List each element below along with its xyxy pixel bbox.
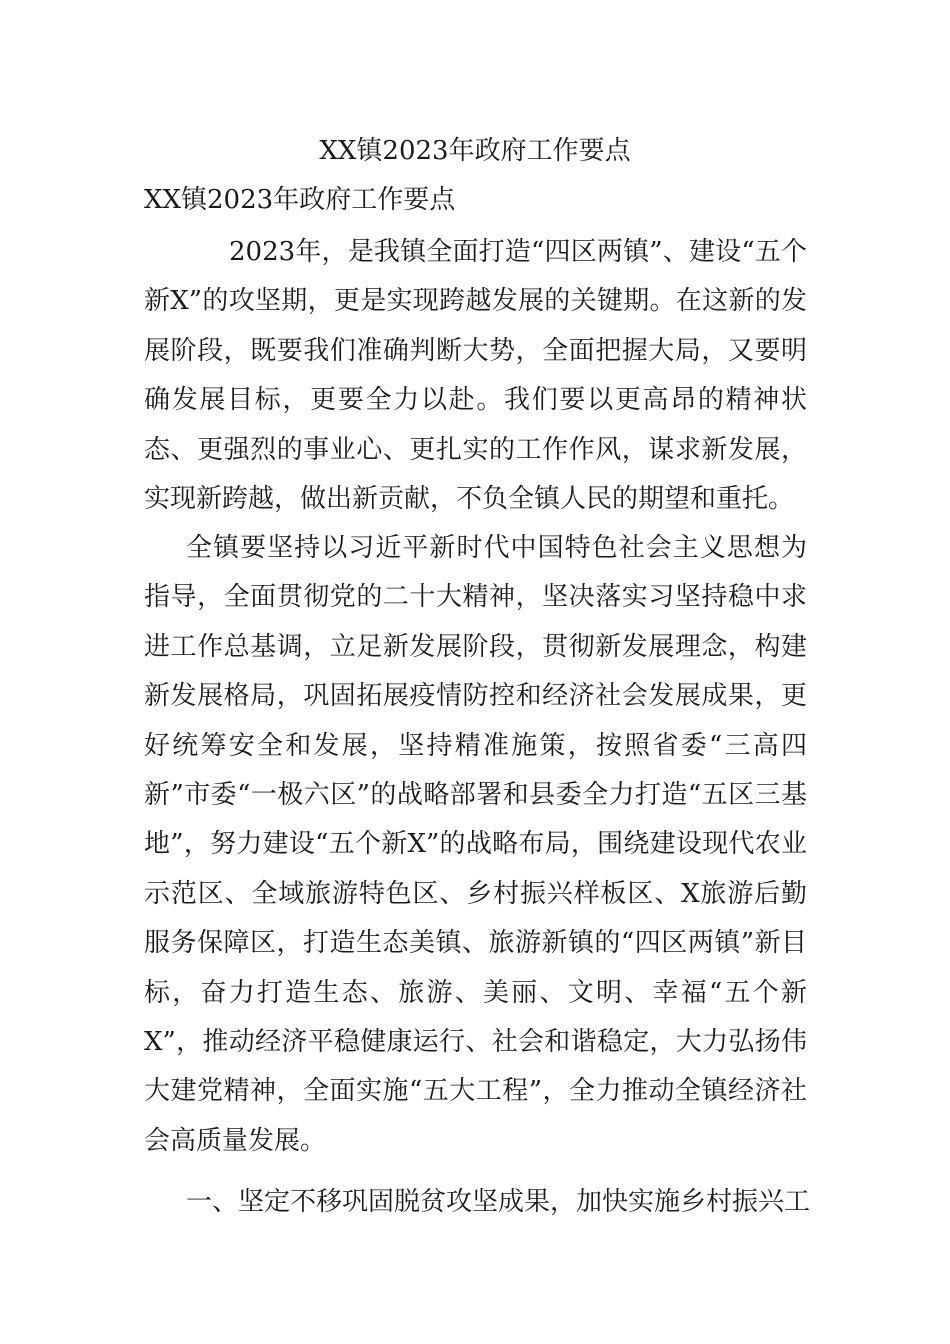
paragraph-guidance: 全镇要坚持以习近平新时代中国特色社会主义思想为指导，全面贯彻党的二十大精神，坚决落实习坚持稳中求进工作总基调，立足新发展阶段，贯彻新发展理念，构建新发展格局，巩固拓展疫情防控和经济社会发展成果，更好统筹安全和发展，坚持精准施策，按照省委“三高四新”市委“一极六区”的战略部署和县委全力打造“五区三基地”，努力建设“五个新X”的战略布局，围绕建设现代农业示范区、全域旅游特色区、乡村振兴样板区、X旅游后勤服务保障区，打造生态美镇、旅游新镇的“四区两镇”新目标，奋力打造生态、旅游、美丽、文明、幸福“五个新X”，推动经济平稳健康运行、社会和谐稳定，大力弘扬伟大建党精神，全面实施“五大工程”，全力推动全镇经济社会高质量发展。 <box>144 533 807 1156</box>
document-subtitle: XX镇2023年政府工作要点 <box>144 185 456 215</box>
paragraph-intro: 2023年，是我镇全面打造“四区两镇”、建设“五个新X”的攻坚期，更是实现跨越发展的关键期。在这新的发展阶段，既要我们准确判断大势，全面把握大局，又要明确发展目标，更要全力以赴。我们要以更高昂的精神状态、更强烈的事业心、更扎实的工作作风，谋求新发展，实现新跨越，做出新贡献，不负全镇人民的期望和重托。 <box>144 237 807 515</box>
document-title: XX镇2023年政府工作要点 <box>319 136 631 166</box>
section-heading-1: 一、坚定不移巩固脱贫攻坚成果，加快实施乡村振兴工 <box>186 1187 811 1217</box>
